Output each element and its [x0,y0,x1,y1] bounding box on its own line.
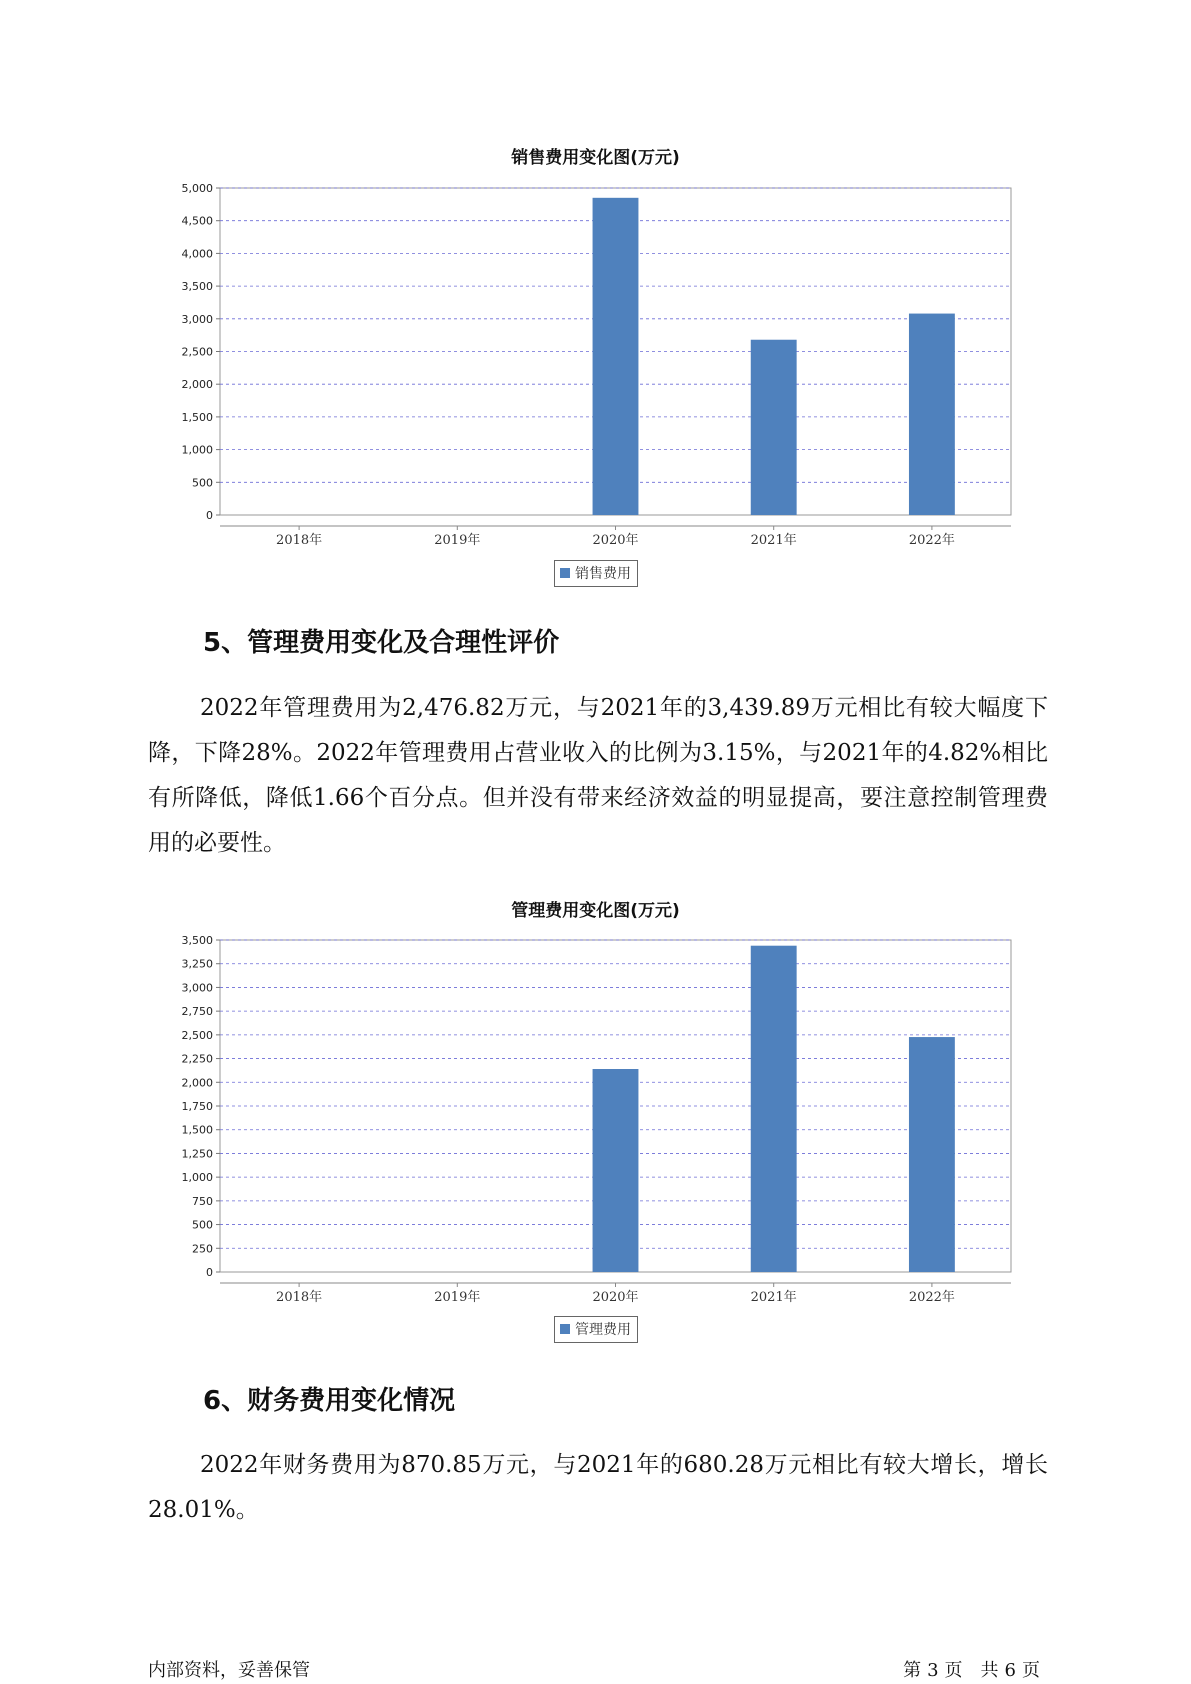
x-tick-label: 2021年 [750,533,797,548]
bar-2021年 [751,946,797,1272]
x-tick-label: 2018年 [276,533,323,548]
x-tick-label: 2022年 [908,1290,955,1305]
y-tick-label: 500 [192,1218,213,1232]
sales-chart-legend [554,560,638,587]
x-tick-label: 2019年 [434,1290,481,1305]
admin-chart-title: 管理费用变化图(万元) [511,901,680,921]
bar-2020年 [593,1069,639,1272]
legend-label: 销售费用 [575,566,631,582]
y-tick-label: 250 [192,1242,213,1256]
bar-2021年 [751,340,797,515]
admin-chart [0,912,1191,1352]
y-tick-label: 3,000 [181,312,213,326]
page-prefix: 第 [903,1660,922,1681]
x-tick-label: 2020年 [592,533,639,548]
y-tick-label: 4,000 [181,247,213,261]
y-tick-label: 2,250 [181,1052,213,1066]
y-tick-label: 2,000 [181,378,213,392]
y-tick-label: 1,500 [181,410,213,424]
legend-swatch [560,1324,570,1334]
section-5-heading: 5、管理费用变化及合理性评价 [203,628,560,658]
y-tick-label: 3,500 [181,934,213,947]
page-current: 3 [927,1660,939,1681]
y-tick-label: 1,000 [181,443,213,457]
page-total: 6 [1004,1660,1016,1681]
x-tick-label: 2021年 [750,1290,797,1305]
x-tick-label: 2020年 [592,1290,639,1305]
footer-confidential-note: 内部资料，妥善保管 [148,1660,310,1681]
bar-2022年 [909,1037,955,1272]
y-tick-label: 1,000 [181,1171,213,1185]
y-tick-label: 750 [192,1194,213,1208]
legend-label: 管理费用 [575,1322,631,1338]
sales-chart [0,160,1191,680]
page-mid: 页 共 [944,1660,999,1681]
x-tick-label: 2018年 [276,1290,323,1305]
y-tick-label: 500 [192,476,213,490]
y-tick-label: 1,250 [181,1147,213,1161]
section-5-paragraph: 2022年管理费用为2,476.82万元，与2021年的3,439.89万元相比有较大幅度下降，下降28%。2022年管理费用占营业收入的比例为3.15%，与2021年的4.82%相比有所降低，降低1.66个百分点。但并没有带来经济效益的明显提高，要注意控制管理费用的必要性。 [148,695,1048,856]
y-tick-label: 0 [206,509,213,522]
y-tick-label: 3,250 [181,957,213,971]
footer-page-number [900,1656,1043,1682]
y-tick-label: 2,000 [181,1076,213,1090]
bar-2020年 [593,198,639,515]
y-tick-label: 2,750 [181,1005,213,1019]
y-tick-label: 1,500 [181,1123,213,1137]
y-tick-label: 1,750 [181,1100,213,1113]
x-tick-label: 2019年 [434,533,481,548]
y-tick-label: 4,500 [181,214,213,228]
section-6-heading: 6、财务费用变化情况 [203,1386,456,1416]
y-tick-label: 2,500 [181,345,213,359]
y-tick-label: 2,500 [181,1028,213,1042]
sales-chart-title: 销售费用变化图(万元) [511,148,680,168]
page-suffix: 页 [1022,1660,1040,1681]
y-tick-label: 0 [206,1266,213,1279]
section-6-paragraph: 2022年财务费用为870.85万元，与2021年的680.28万元相比有较大增长，增长28.01%。 [148,1452,1048,1523]
admin-chart-legend [554,1316,638,1343]
x-tick-label: 2022年 [908,533,955,548]
y-tick-label: 5,000 [181,182,213,195]
y-tick-label: 3,500 [181,280,213,294]
bar-2022年 [909,314,955,515]
y-tick-label: 3,000 [181,981,213,995]
legend-swatch [560,568,570,578]
